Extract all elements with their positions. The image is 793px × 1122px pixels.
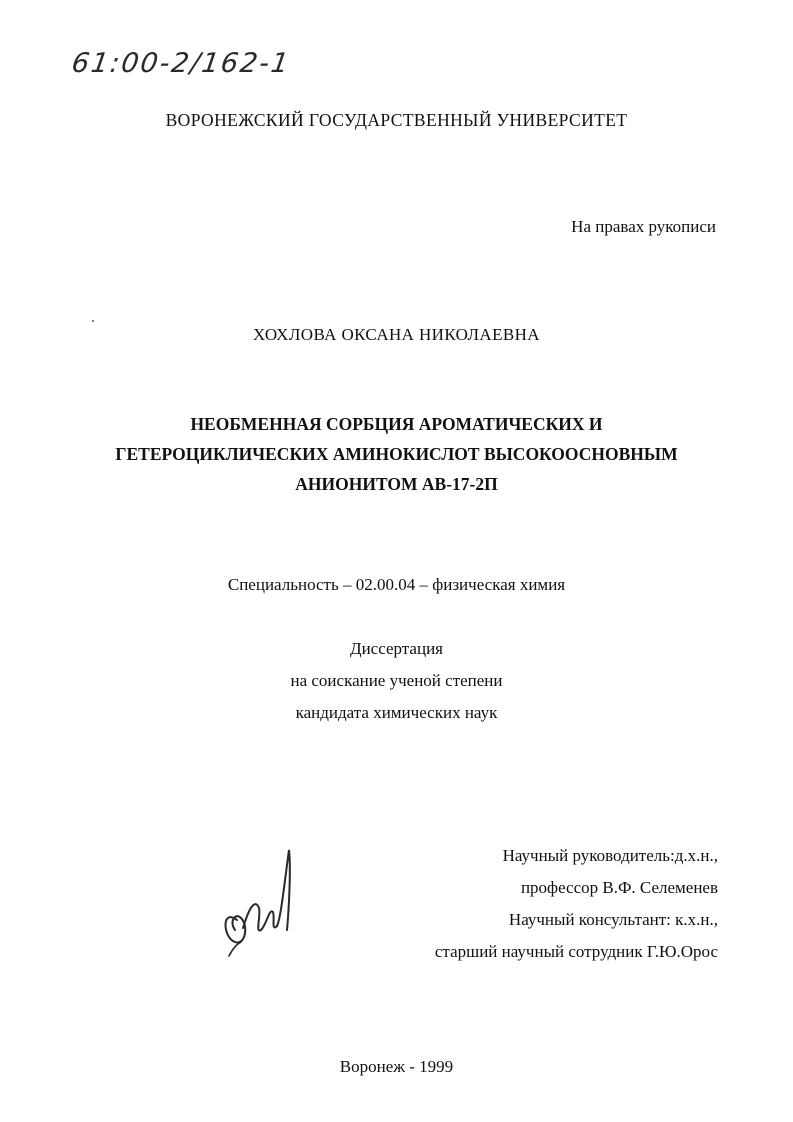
supervisors-block — [435, 840, 718, 968]
title-line-3: АНИОНИТОМ АВ-17-2П — [295, 474, 498, 494]
consultant-title: Научный консультант: к.х.н., — [508, 910, 718, 929]
dissertation-label: Диссертация — [349, 639, 443, 658]
degree-name: кандидата химических наук — [295, 703, 498, 722]
scan-speck — [92, 320, 94, 322]
signature-icon — [215, 838, 315, 958]
supervisor-name: профессор В.Ф. Селеменев — [520, 878, 718, 897]
supervisor-title: Научный руководитель:д.х.н., — [502, 846, 718, 865]
title-line-1: НЕОБМЕННАЯ СОРБЦИЯ АРОМАТИЧЕСКИХ И — [190, 414, 603, 434]
archive-stamp: 61:00-2/162-1 — [69, 48, 293, 79]
city-year: Воронеж - 1999 — [339, 1057, 454, 1076]
degree-purpose: на соискание ученой степени — [290, 671, 503, 690]
dissertation-title — [0, 409, 793, 499]
university-name: ВОРОНЕЖСКИЙ ГОСУДАРСТВЕННЫЙ УНИВЕРСИТЕТ — [165, 110, 628, 130]
manuscript-rights-note: На правах рукописи — [571, 217, 716, 236]
title-line-2: ГЕТЕРОЦИКЛИЧЕСКИХ АМИНОКИСЛОТ ВЫСОКООСНОВНЫМ — [115, 444, 678, 464]
specialty: Специальность – 02.00.04 – физическая химия — [227, 575, 566, 594]
author-name: ХОХЛОВА ОКСАНА НИКОЛАЕВНА — [253, 325, 540, 344]
consultant-name: старший научный сотрудник Г.Ю.Орос — [434, 942, 718, 961]
